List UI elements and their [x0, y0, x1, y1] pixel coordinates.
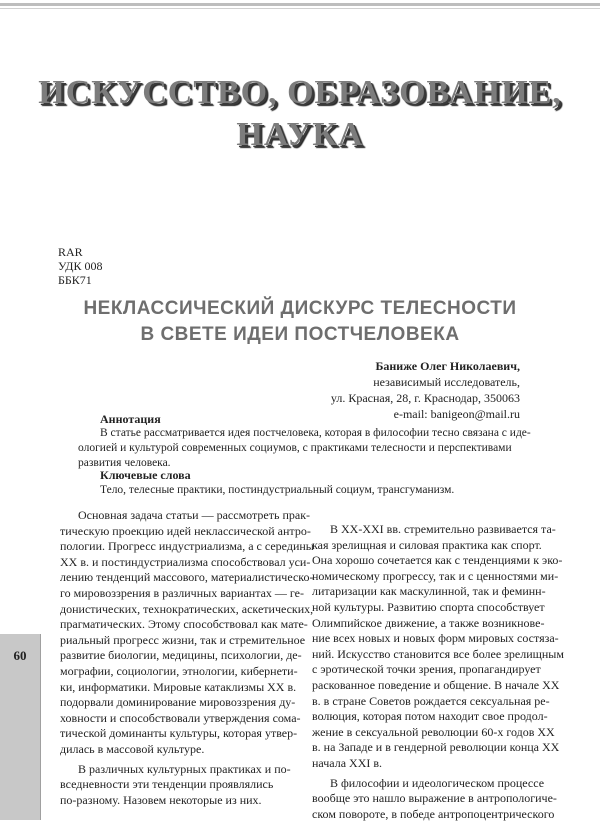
keywords-block [78, 483, 540, 498]
body-line: развитие биологии, медицины, психологии, де- [60, 648, 302, 663]
body-line: ки, информатики. Мировые катаклизмы XX в. [60, 679, 297, 694]
body-line: в. на Западе и в гендерной революции конца XX [312, 740, 560, 755]
body-line: прагматических. Этому способствовал как мате- [60, 617, 308, 632]
body-line: донистических, технократических, аскетических, [60, 601, 314, 616]
body-line: подорвали доминирование мировоззрения ду- [60, 695, 296, 710]
body-line: волюция, которая потом находит свое продол- [312, 709, 548, 724]
body-line: риальный прогресс жизни, так и стремительное [60, 632, 306, 647]
body-line: тической доминанты культуры, которая утвер- [60, 726, 298, 741]
body-line: XX в. и постиндустриализма способствовал уси- [60, 554, 311, 569]
author-address: ул. Красная, 28, г. Краснодар, 350063 [330, 391, 520, 405]
body-line: ние всех новых и новых форм мировых состяза- [312, 631, 559, 646]
abstract-text [78, 426, 540, 471]
author-position: независимый исследователь, [373, 375, 520, 389]
body-line: жение в сексуальной революции 60-х годов XX [312, 724, 555, 739]
udk-code: УДК 008 [58, 259, 103, 273]
body-line: мографии, социологии, этнологии, кибернети- [60, 663, 298, 678]
body-line: дилась в массовой культуре. [60, 741, 205, 756]
keywords-heading: Ключевые слова [100, 468, 191, 482]
body-line: ний. Искусство становится все более зрелищным [312, 646, 564, 661]
body-line: В философии и идеологическом процессе [330, 775, 545, 790]
abstract-line: развития человека. [78, 457, 171, 469]
author-email: e-mail: banigeon@mail.ru [393, 407, 520, 421]
body-line: в. в стране Советов рождается сексуальная ре- [312, 693, 550, 708]
body-line: ховности и способствовали утверждения сома- [60, 710, 301, 725]
body-line: номическому прогрессу, так и с ценностями ми- [312, 568, 559, 583]
section-title-line1: ИСКУССТВО, ОБРАЗОВАНИЕ, [38, 74, 562, 111]
author-block [331, 358, 520, 422]
body-line: Она хорошо сочетается как с тенденциями к эко- [312, 553, 563, 568]
body-line: пологии. Прогресс индустриализма, а с середины [60, 539, 314, 554]
body-line: тическую проекцию идей неклассической антро- [60, 523, 311, 538]
body-column-right [312, 522, 564, 822]
rar-code: RAR [58, 245, 83, 259]
body-line: В XX-XXI вв. стремительно развивается та- [330, 522, 556, 536]
body-line: Основная задача статьи — рассмотреть прак- [78, 508, 311, 522]
body-column-left [60, 508, 314, 808]
body-line: В различных культурных практиках и по- [78, 761, 291, 776]
top-rule [0, 0, 600, 12]
body-line: вообще это нашло выражение в антропологиче- [312, 791, 557, 806]
body-line: с эротической точки зрения, пропагандирует [312, 662, 541, 677]
abstract-line: В статье рассматривается идея постчеловека, которая в философии тесно связана с иде- [100, 427, 531, 439]
body-line: литаризации как маскулинной, так и феминн- [312, 584, 546, 599]
article-title-line2: В СВЕТЕ ИДЕИ ПОСТЧЕЛОВЕКА [140, 324, 460, 345]
abstract-heading: Аннотация [100, 412, 161, 426]
bbk-code: ББК71 [58, 273, 92, 287]
body-line: начала XXI в. [312, 755, 383, 770]
body-line: лению тенденций массового, материалистическо- [60, 570, 314, 585]
body-line: Олимпийское движение, а также возникнове- [312, 615, 545, 630]
body-line: по-разному. Назовем некоторые из них. [60, 792, 262, 807]
body-line: ной культуры. Развитию спорта способствует [312, 599, 545, 614]
keywords-text: Тело, телесные практики, постиндустриальный социум, трансгуманизм. [100, 484, 455, 496]
body-line: ском повороте, в победе антропоцентрического [312, 806, 555, 821]
body-line: кая зрелищная и силовая практика как спорт. [312, 537, 542, 552]
classification-codes [58, 245, 102, 287]
margin-divider [40, 634, 41, 820]
section-title-line2: НАУКА [236, 116, 364, 153]
body-line: раскованное поведение и общение. В начале XX [312, 677, 560, 692]
page-number: 60 [13, 648, 27, 663]
abstract-line: ологией и культурой современных социумов, с практиками телесности и перспективами [78, 442, 512, 454]
author-name: Баниже Олег Николаевич, [375, 359, 520, 373]
body-line: го мировоззрения в различных вариантах — ге- [60, 585, 305, 600]
article-title-line1: НЕКЛАССИЧЕСКИЙ ДИСКУРС ТЕЛЕСНОСТИ [83, 298, 517, 319]
body-line: вседневности эти тенденции проявлялись [60, 777, 274, 792]
